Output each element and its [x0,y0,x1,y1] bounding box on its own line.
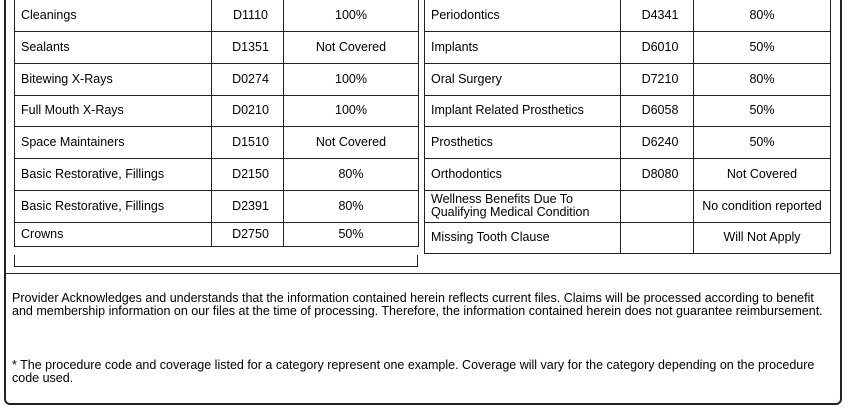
coverage-cell: Not Covered [694,158,831,190]
category-cell: Prosthetics [425,126,621,158]
procedure-code-cell: D6010 [621,31,694,63]
category-cell: Cleanings [15,0,212,31]
procedure-code-cell: D8080 [621,158,694,190]
disclaimer-text: Provider Acknowledges and understands that the information contained herein reflects current files. Claims will be processed according to benefit and membership information on our files at the time of processing. Therefore, the information contained herein does not guarantee reimbursement. [12,291,823,318]
procedure-code-cell: D0210 [212,95,284,126]
left-table-blank-row [14,255,418,267]
coverage-cell: 80% [694,0,831,31]
procedure-code-cell: D1110 [212,0,284,31]
category-cell: Wellness Benefits Due To Qualifying Medical Condition [425,190,621,222]
table-row [425,63,831,95]
category-cell: Space Maintainers [15,126,212,158]
coverage-cell: 100% [284,63,419,95]
coverage-table-left [14,0,419,247]
category-cell: Orthodontics [425,158,621,190]
coverage-cell: Will Not Apply [694,222,831,253]
coverage-cell: 80% [284,190,419,222]
procedure-code-cell [621,222,694,253]
coverage-cell: 100% [284,0,419,31]
category-cell: Oral Surgery [425,63,621,95]
coverage-cell: 100% [284,95,419,126]
table-row [15,0,419,31]
procedure-code-cell: D4341 [621,0,694,31]
coverage-cell: 50% [694,126,831,158]
category-cell: Sealants [15,31,212,63]
coverage-cell: 80% [694,63,831,95]
coverage-cell: 50% [694,95,831,126]
procedure-code-cell: D0274 [212,63,284,95]
table-row [425,190,831,222]
coverage-cell: 80% [284,158,419,190]
table-row [425,222,831,253]
category-cell: Full Mouth X-Rays [15,95,212,126]
table-row [15,31,419,63]
procedure-code-cell [621,190,694,222]
coverage-cell: Not Covered [284,31,419,63]
table-row [425,126,831,158]
procedure-code-cell: D6058 [621,95,694,126]
coverage-cell: 50% [694,31,831,63]
table-row [425,0,831,31]
table-row [425,158,831,190]
procedure-code-cell: D1351 [212,31,284,63]
footnote-text: * The procedure code and coverage listed for a category represent one example. Coverage will vary for the category depending on the procedure code used. [12,358,815,385]
category-cell: Missing Tooth Clause [425,222,621,253]
category-cell: Implant Related Prosthetics [425,95,621,126]
table-row [15,63,419,95]
procedure-code-cell: D2150 [212,158,284,190]
table-row [15,158,419,190]
coverage-cell: No condition reported [694,190,831,222]
table-row [15,126,419,158]
procedure-code-cell: D2391 [212,190,284,222]
procedure-code-cell: D7210 [621,63,694,95]
section-divider [5,273,841,274]
procedure-code-cell: D6240 [621,126,694,158]
table-row [15,190,419,222]
procedure-code-cell: D2750 [212,222,284,246]
table-row [425,95,831,126]
category-cell: Periodontics [425,0,621,31]
coverage-cell: Not Covered [284,126,419,158]
category-cell: Implants [425,31,621,63]
category-cell: Basic Restorative, Fillings [15,158,212,190]
category-cell: Bitewing X-Rays [15,63,212,95]
table-row [425,31,831,63]
category-cell: Basic Restorative, Fillings [15,190,212,222]
procedure-code-cell: D1510 [212,126,284,158]
category-cell: Crowns [15,222,212,246]
coverage-table-right [424,0,831,254]
table-row [15,95,419,126]
coverage-cell: 50% [284,222,419,246]
table-row [15,222,419,246]
